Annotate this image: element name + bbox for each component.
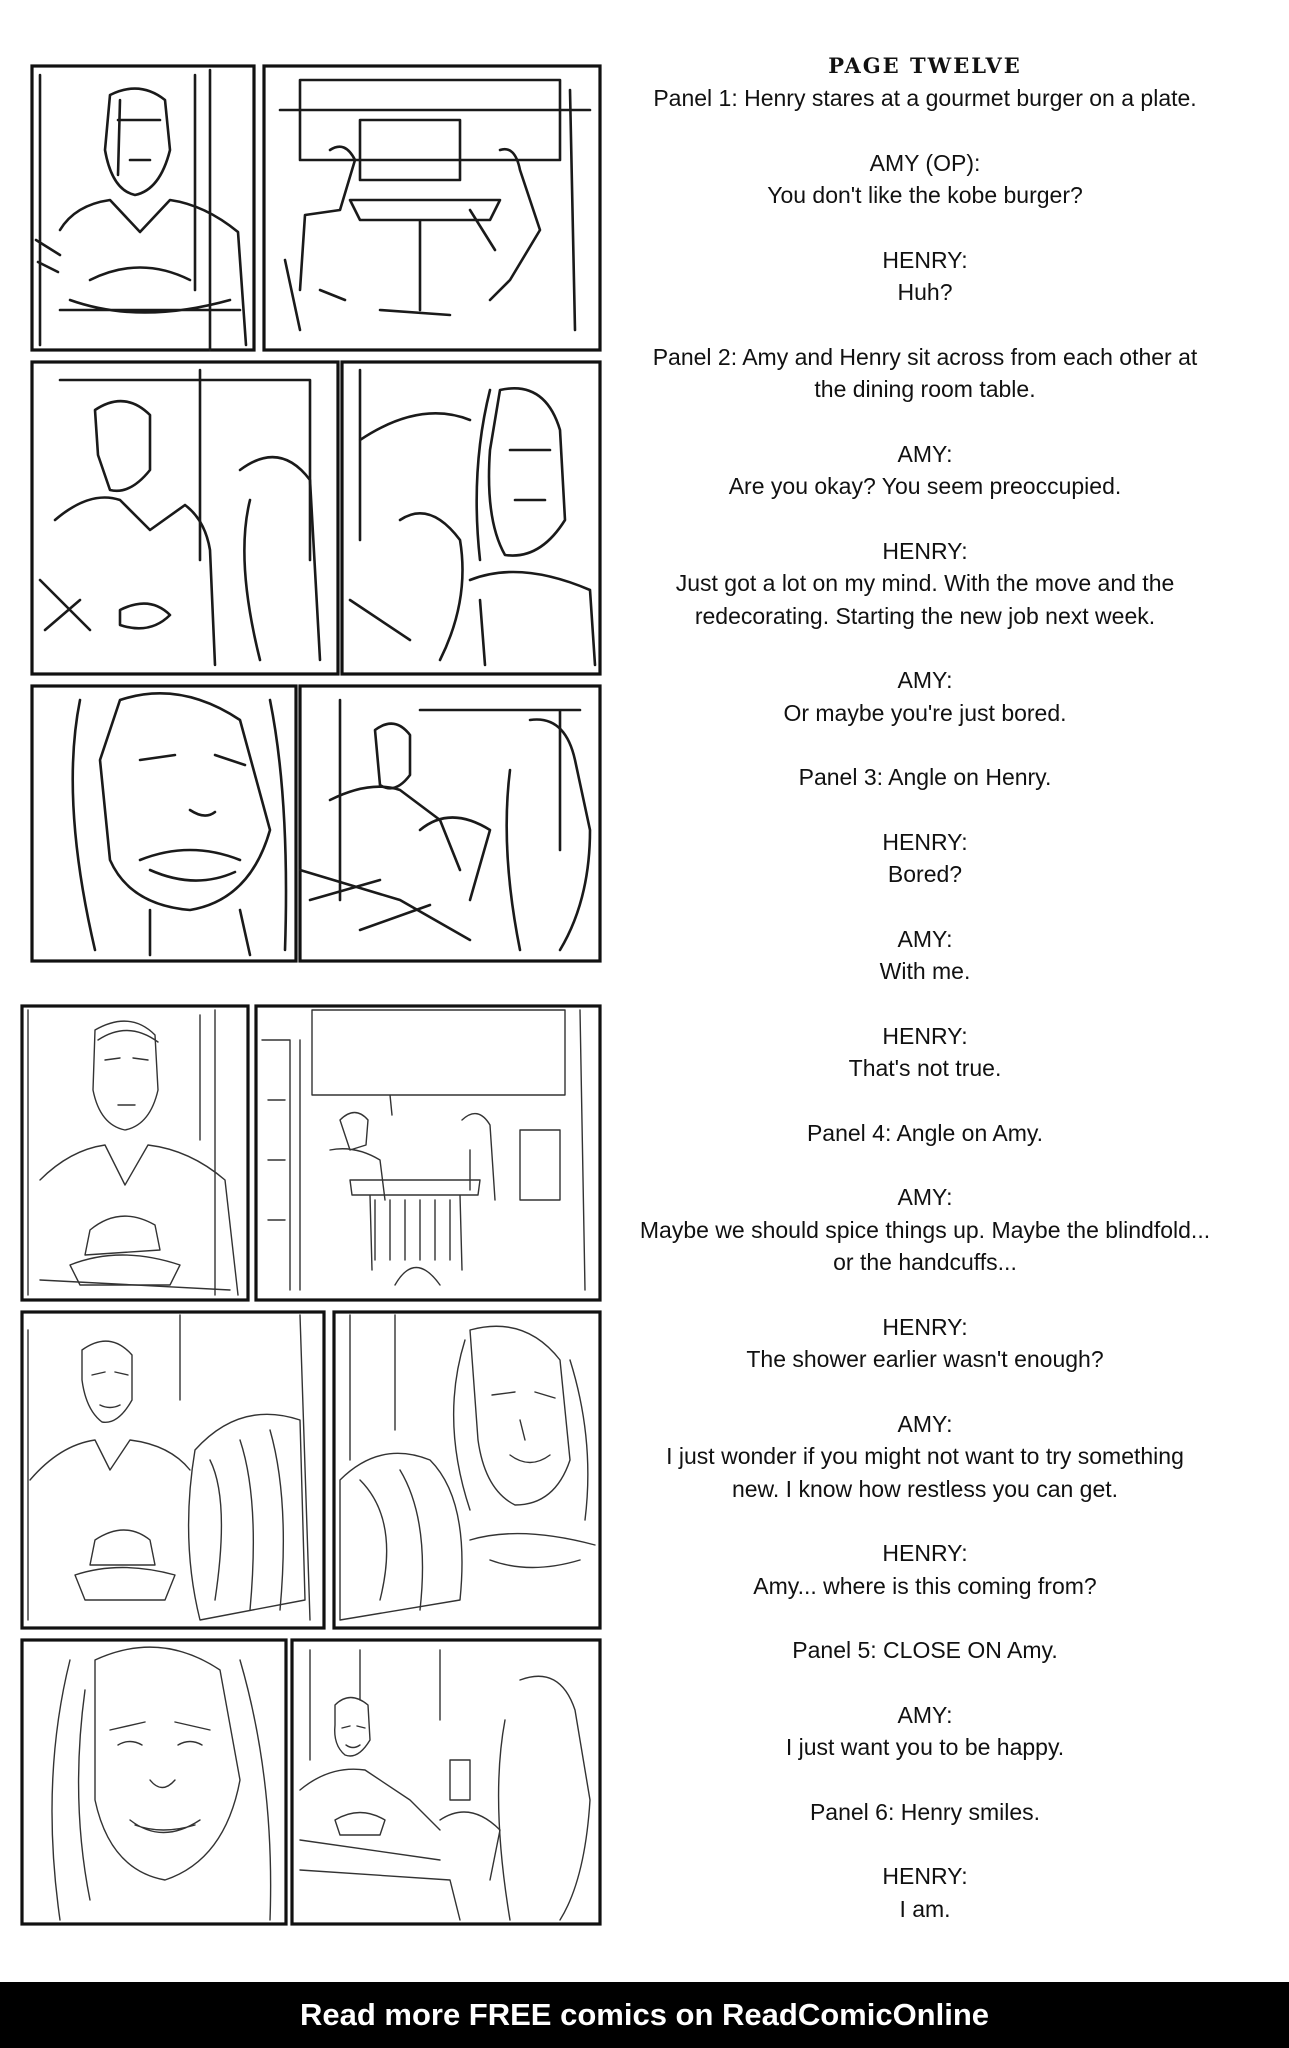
script-line: Maybe we should spice things up. Maybe the blindfold...: [639, 1216, 1211, 1243]
pencil-panel-3: [22, 1312, 324, 1628]
script-heading-line: HENRY:: [882, 1863, 968, 1889]
script-line: The shower earlier wasn't enough?: [746, 1346, 1104, 1372]
script-line: or the handcuffs...: [833, 1249, 1017, 1275]
script-heading-line: HENRY:: [882, 828, 968, 855]
script-line: Just got a lot on my mind. With the move and the: [675, 570, 1175, 596]
script-block: [615, 244, 1235, 309]
script-heading-line: Panel 4: Angle on Amy.: [806, 1119, 1044, 1146]
script-block: [615, 1408, 1235, 1506]
pencil-panel-2: [256, 1006, 600, 1300]
pencil-panel-1: [22, 1006, 248, 1300]
script-block: [615, 341, 1235, 406]
script-line: the dining room table.: [814, 376, 1036, 402]
thumbnail-sketches: [32, 66, 600, 961]
script-block: [615, 1796, 1235, 1829]
script-block: [615, 1699, 1235, 1764]
script-heading-line: HENRY:: [882, 1313, 968, 1340]
script-heading-line: HENRY:: [882, 1022, 968, 1049]
script-heading-line: AMY:: [897, 1701, 953, 1728]
footer-banner[interactable]: Read more FREE comics on ReadComicOnline: [0, 1982, 1289, 2048]
pencil-panel-6: [292, 1640, 600, 1924]
script-block: [615, 664, 1235, 729]
script-block: [615, 1181, 1235, 1279]
script-line: You don't like the kobe burger?: [767, 182, 1083, 208]
script-line: Are you okay? You seem preoccupied.: [728, 473, 1122, 499]
script-heading-line: Panel 6: Henry smiles.: [809, 1798, 1041, 1825]
script-block: [615, 147, 1235, 212]
pencil-panel-4: [334, 1312, 600, 1628]
script-block: [615, 923, 1235, 988]
script-block: [615, 1634, 1235, 1667]
script-body: [615, 82, 1235, 1925]
script-heading-line: HENRY:: [882, 537, 968, 564]
script-line: I just wonder if you might not want to try something: [666, 1443, 1184, 1469]
script-block: [615, 1311, 1235, 1376]
script-heading-line: AMY:: [897, 925, 953, 952]
script-line: new. I know how restless you can get.: [731, 1475, 1119, 1502]
script-heading-line: AMY (OP):: [869, 149, 981, 176]
sketch-panel-3: [32, 362, 338, 674]
script-heading-line: HENRY:: [882, 246, 968, 273]
sketch-panel-2: [264, 66, 600, 350]
script-block: [615, 535, 1235, 633]
script-heading-line: Panel 2: Amy and Henry sit across from each other at: [652, 343, 1198, 370]
script-block: [615, 761, 1235, 794]
sketch-panel-5: [32, 686, 296, 961]
script-heading-line: Panel 5: CLOSE ON Amy.: [792, 1637, 1058, 1663]
sketch-panel-1: [32, 66, 254, 350]
script-line: I just want you to be happy.: [785, 1734, 1065, 1760]
script-heading-line: AMY:: [897, 440, 953, 467]
script-block: [615, 1117, 1235, 1150]
script-line: redecorating. Starting the new job next week.: [694, 602, 1156, 629]
script-block: [615, 1860, 1235, 1925]
script-heading-line: AMY:: [897, 667, 953, 693]
script-heading-line: Panel 1: Henry stares at a gourmet burger on a plate.: [653, 85, 1197, 111]
script-block: [615, 82, 1235, 115]
script-line: Amy... where is this coming from?: [753, 1572, 1097, 1599]
script-line: Huh?: [897, 279, 953, 305]
script-block: [615, 1020, 1235, 1085]
script-line: Or maybe you're just bored.: [783, 699, 1067, 726]
script-block: [615, 826, 1235, 891]
comic-artwork: [0, 0, 620, 1935]
sketch-panel-6: [300, 686, 600, 961]
script-line: With me.: [879, 958, 971, 984]
script-heading-line: AMY:: [897, 1184, 953, 1210]
script-heading-line: AMY:: [897, 1410, 953, 1437]
script-column: [615, 52, 1235, 1957]
script-block: [615, 438, 1235, 503]
script-line: Bored?: [887, 861, 963, 887]
page-title: PAGE TWELVE: [828, 53, 1022, 78]
sketch-panel-4: [342, 362, 600, 674]
script-line: I am.: [899, 1895, 951, 1922]
pencil-panel-5: [22, 1640, 286, 1924]
script-block: [615, 1537, 1235, 1602]
pencil-pages: [22, 1006, 600, 1924]
script-line: That's not true.: [848, 1055, 1002, 1081]
script-heading-line: Panel 3: Angle on Henry.: [798, 764, 1052, 790]
script-heading-line: HENRY:: [882, 1540, 968, 1566]
